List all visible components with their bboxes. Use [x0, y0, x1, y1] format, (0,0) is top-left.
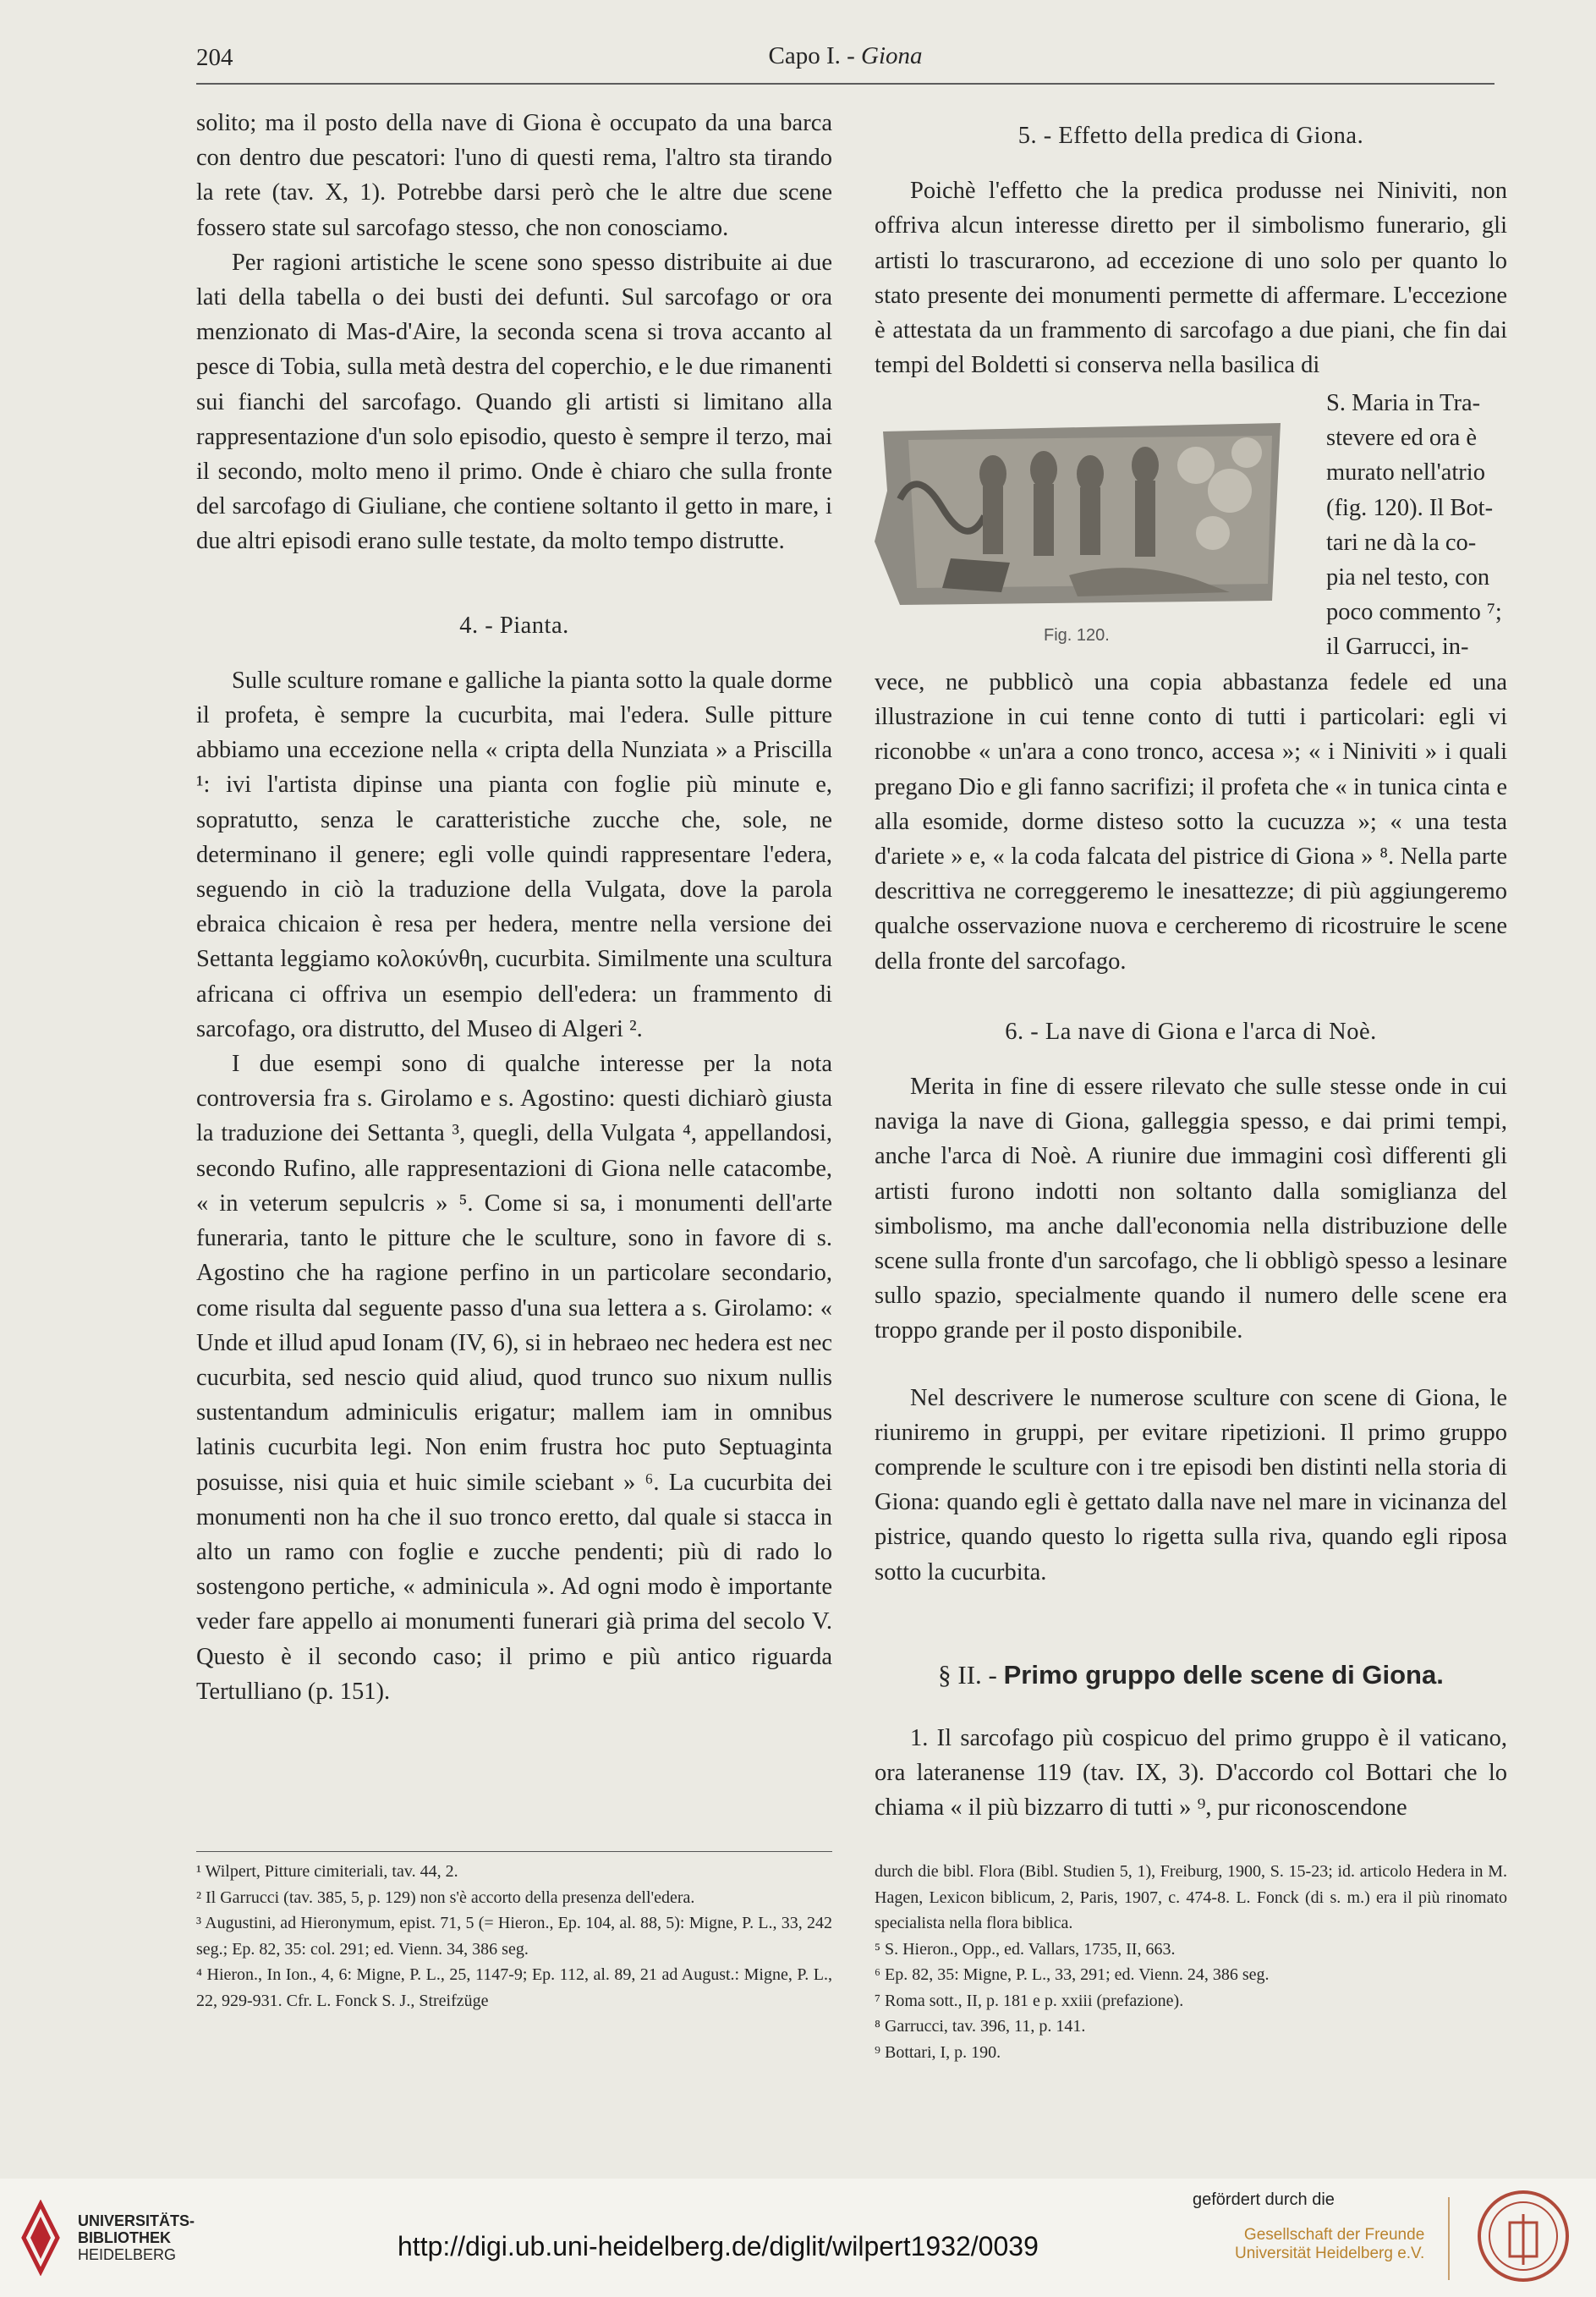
- divider: [1448, 2197, 1450, 2280]
- library-logo-icon: [15, 2200, 66, 2276]
- library-line: BIBLIOTHEK: [78, 2229, 171, 2246]
- section-title: Primo gruppo delle scene di Giona.: [1003, 1660, 1444, 1690]
- footer-bar: [0, 2179, 1596, 2297]
- paragraph: vece, ne pubblicò una copia abbastanza fedele ed una illustrazione in cui tenne conto di tutti i particolari: egli vi riconobbe « un'ara a cono tronco, accesa »; « i Niniviti » i quali pregano Dio e gli fanno sacrifizi; il profeta che « in tunica cinta e alla esomide, dorme disteso sotto la cucuzza »; « una testa d'ariete » e, « la coda falcata del pistrice di Giona » ⁸. Nella parte descrittiva ne correggeremo le inesattezze; di più aggiungeremo qualche osservazione nuova e cercheremo di ricostruire le scene della fronte del sarcofago.: [875, 669, 1507, 975]
- right-column: [875, 118, 1507, 382]
- left-column: [196, 106, 832, 1709]
- page-number: 204: [196, 44, 233, 71]
- text-line: murato nell'atrio: [1326, 459, 1485, 486]
- footnote: ⁶ Ep. 82, 35: Migne, P. L., 33, 291; ed. Vienn. 24, 386 seg.: [875, 1965, 1270, 1984]
- footnote: ³ Augustini, ad Hieronymum, epist. 71, 5 (= Hieron., Ep. 104, al. 88, 5): Migne, P. L., 33, 242 seg.; Ep. 82, 35: col. 291; ed. Vienn. 34, 386 seg.: [196, 1914, 832, 1959]
- paragraph: Poichè l'effetto che la predica produsse nei Niniviti, non offriva alcun interesse diretto per il simbolismo funerario, gli artisti lo trascurarono, ad eccezione di uno solo per quanto lo stato presente dei monumenti permette di affermare. L'eccezione è attestata da un frammento di sarcofago a due piani, che fin dai tempi del Boldetti si conserva nella basilica di: [875, 178, 1507, 379]
- section-heading-nave: 6. - La nave di Giona e l'arca di Noè.: [1005, 1018, 1377, 1045]
- paragraph: I due esempi sono di qualche interesse per la nota controversia fra s. Girolamo e s. Agostino: questi dichiarò giusta la traduzione dei Settanta ³, quegli, della Vulgata ⁴, appellandosi, secondo Rufino, alle rappresentazioni di Giona nelle catacombe, « in veterum sepulcris » ⁵. Come si sa, i monumenti dell'arte funeraria, tanto le pitture che le sculture, sono in favore di s. Agostino che ha ragione perfino in un particolare secondario, come risulta dal seguente passo d'una sua lettera a s. Girolamo: « Unde et illud apud Ionam (IV, 6), si in hebraeo nec hedera est nec cucurbita, sed nescio quid aliud, quod trunco suo nixum nullis sustentandum adminiculis erigatur; mallem iam in omnibus latinis cucurbita legi. Non enim frustra hoc puto Septuaginta posuisse, nisi quia et huic simile sciebant » ⁶. La cucurbita dei monumenti non ha che il suo tronco eretto, dal quale si stacca in alto un ramo con foglie e zucche pendenti; più di rado lo sostengono pertiche, « adminicula ». Ad ogni modo è importante veder fare appello ai monumenti funerari già prima del secolo V. Questo è il secondo caso; il primo e più antico riguarda Tertulliano (p. 151).: [196, 1051, 832, 1705]
- text-line: il Garrucci, in-: [1326, 634, 1469, 661]
- permalink-url[interactable]: http://digi.ub.uni-heidelberg.de/diglit/wilpert1932/0039: [398, 2231, 1039, 2261]
- sponsor-name: [1235, 2226, 1424, 2263]
- section-heading-effetto: 5. - Effetto della predica di Giona.: [1017, 123, 1364, 149]
- sponsor-line: Gesellschaft der Freunde: [1243, 2226, 1425, 2244]
- paragraph: 1. Il sarcofago più cospicuo del primo gruppo è il vaticano, ora lateranense 119 (tav. IX, 3). D'accordo col Bottari che lo chiama « il più bizzarro di tutti » ⁹, pur riconoscendone: [875, 1725, 1507, 1822]
- footnote: ⁸ Garrucci, tav. 396, 11, p. 141.: [875, 2017, 1086, 2036]
- chapter-title: Giona: [861, 42, 923, 69]
- figure-120: [875, 415, 1289, 655]
- footnote: ⁷ Roma sott., II, p. 181 e p. xxiii (prefazione).: [875, 1991, 1184, 2010]
- sarcophagus-relief-image: [875, 415, 1289, 609]
- chapter-label: Capo I. -: [768, 42, 862, 69]
- footnotes-right: [875, 1851, 1507, 2065]
- right-column-last: [875, 1721, 1507, 1826]
- right-column-continued: [875, 665, 1507, 1590]
- library-line: UNIVERSITÄTS-: [78, 2212, 195, 2229]
- library-name: [78, 2212, 195, 2263]
- section-heading-pianta: 4. - Pianta.: [459, 612, 569, 639]
- text-line: (fig. 120). Il Bot-: [1326, 494, 1494, 521]
- footnote: ⁴ Hieron., In Ion., 4, 6: Migne, P. L., 25, 1147-9; Ep. 112, al. 89, 21 ad August.: Migne, P. L., 22, 929-931. Cfr. L. Fonck S. J., Streifzüge: [196, 1965, 832, 2010]
- section-heading-primo-gruppo: [875, 1660, 1507, 1690]
- figure-caption: Fig. 120.: [1044, 626, 1110, 645]
- footnote: durch die bibl. Flora (Bibl. Studien 5, 1), Freiburg, 1900, S. 15-23; id. articolo Hedera in M. Hagen, Lexicon biblicum, 2, Paris, 1907, c. 474-8. L. Fonck (di s. m.) era il più rinomato specialista nella flora biblica.: [875, 1862, 1507, 1932]
- text-line: poco commento ⁷;: [1326, 599, 1502, 626]
- text-line: S. Maria in Tra-: [1326, 390, 1481, 416]
- footnote: ⁹ Bottari, I, p. 190.: [875, 2042, 1001, 2062]
- footnote: ¹ Wilpert, Pitture cimiteriali, tav. 44, 2.: [196, 1862, 458, 1881]
- text-line: stevere ed ora è: [1326, 425, 1478, 452]
- figure-wrap-text: [1326, 386, 1507, 665]
- paragraph: Merita in fine di essere rilevato che sulle stesse onde in cui naviga la nave di Giona, galleggia spesso, e dai primi tempi, anche l'arca di Noè. A riunire due immagini così differenti gli artisti furono indotti non soltanto dalla somiglianza del simbolismo, ma anche dall'economia nella distribuzione delle scene sulla fronte d'un sarcofago, che li obbligò spesso a lesinare sullo spazio, specialmente quando il numero delle scene era troppo grande per il posto disponibile.: [875, 1074, 1507, 1344]
- footnote: ² Il Garrucci (tav. 385, 5, p. 129) non s'è accorto della presenza dell'edera.: [196, 1888, 695, 1907]
- paragraph: Per ragioni artistiche le scene sono spesso distribuite ai due lati della tabella o dei busti dei defunti. Sul sarcofago or ora menzionato di Mas-d'Aire, la seconda scena si trova accanto al pesce di Tobia, sulla metà destra del coperchio, e le due rimanenti sui fianchi del sarcofago. Quando gli artisti si limitano alla rappresentazione d'un solo episodio, questo è sempre il terzo, mai il secondo, molto meno il primo. Onde è chiaro che sulla fronte del sarcofago di Giuliane, che contiene soltanto il getto in mare, i due altri episodi erano sulle testate, da molto tempo distrutte.: [196, 249, 832, 555]
- text-line: tari ne dà la co-: [1326, 529, 1477, 556]
- paragraph: Sulle sculture romane e galliche la pianta sotto la quale dorme il profeta, è sempre la cucurbita, mai l'edera. Sulle pitture abbiamo una eccezione nella « cripta della Nunziata » a Priscilla ¹: ivi l'artista dipinse una pianta con foglie più minute e, sopratutto, senza le caratteristiche zucche che, sole, ne determinano il genere; egli volle quindi rappresentare l'edera, seguendo in ciò la traduzione della Vulgata, dove la parola ebraica chicaion è resa per hedera, mentre nella versione dei Settanta leggiamo κολοκύνθη, cucurbita. Similmente una scultura africana ci offriva un esempio dell'edera: un frammento di sarcofago, ora distrutto, del Museo di Algeri ².: [196, 667, 832, 1042]
- page-header: [196, 30, 1495, 85]
- library-line: HEIDELBERG: [78, 2246, 177, 2263]
- university-seal-icon: [1476, 2189, 1571, 2283]
- running-head: [196, 42, 1495, 70]
- footnote: ⁵ S. Hieron., Opp., ed. Vallars, 1735, II, 663.: [875, 1939, 1176, 1959]
- paragraph: solito; ma il posto della nave di Giona è occupato da una barca con dentro due pescatori: l'uno di questi rema, l'altro sta tirando la rete (tav. X, 1). Potrebbe darsi però che le altre due scene fossero state sul sarcofago stesso, che non conosciamo.: [196, 110, 832, 241]
- funded-by-label: gefördert durch die: [1193, 2190, 1335, 2209]
- section-prefix: § II. -: [938, 1660, 1004, 1690]
- sponsor-line: Universität Heidelberg e.V.: [1235, 2245, 1425, 2262]
- footnotes-left: [196, 1851, 832, 2014]
- text-line: pia nel testo, con: [1326, 564, 1490, 591]
- paragraph: Nel descrivere le numerose sculture con scene di Giona, le riuniremo in gruppi, per evitare ripetizioni. Il primo gruppo comprende le sculture con i tre episodi ben distinti nella storia di Giona: quando egli è gettato dalla nave nel mare in vicinanza del pistrice, quando questo lo rigetta sulla riva, quando egli riposa sotto la cucurbita.: [875, 1384, 1507, 1585]
